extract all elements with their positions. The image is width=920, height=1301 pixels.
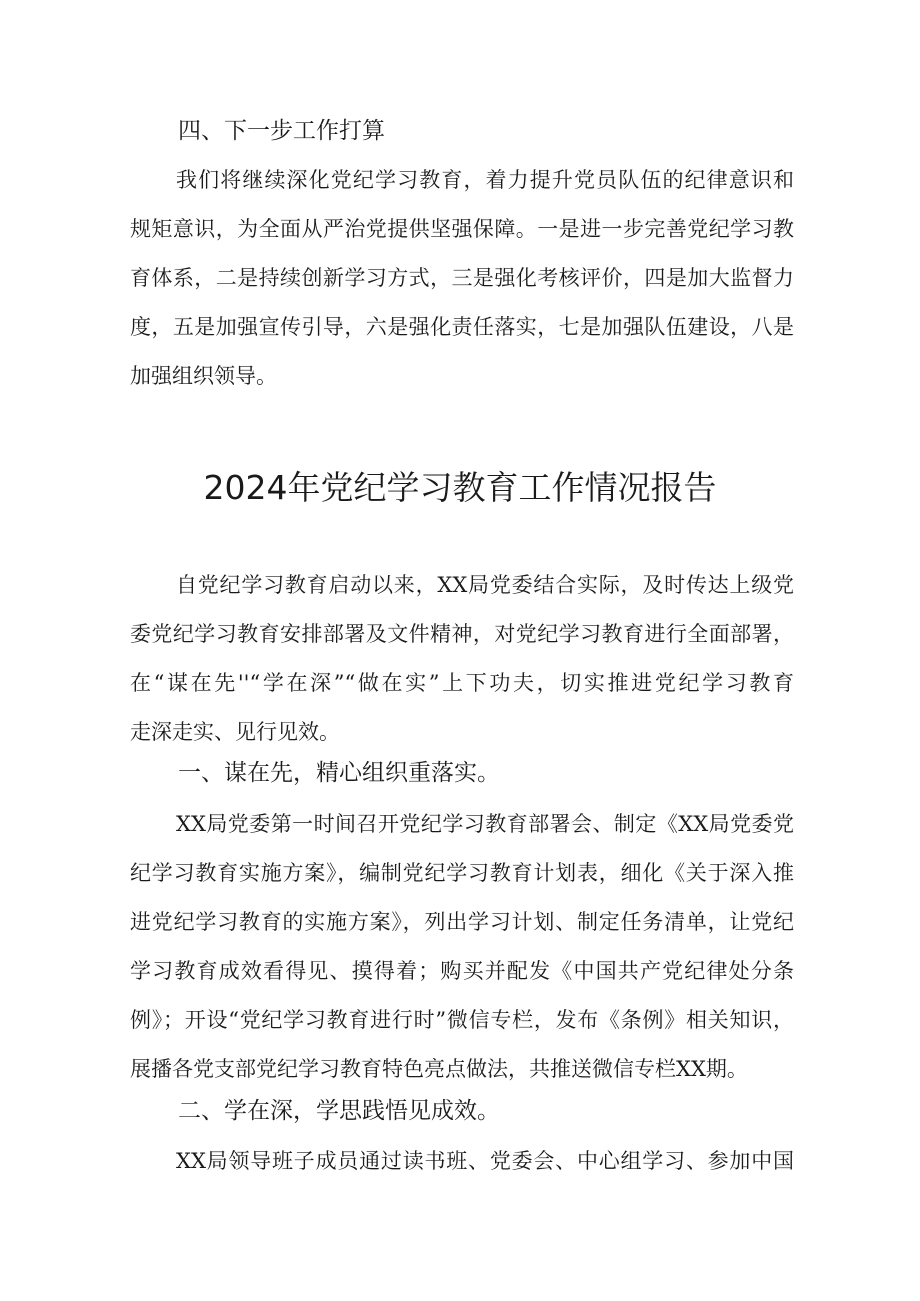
text-line: 委党纪学习教育安排部署及文件精神，对党纪学习教育进行全面部署， [130,622,794,646]
text-line: 走深走实、见行见效。 [130,720,340,744]
text-line: 我们将继续深化党纪学习教育，着力提升党员队伍的纪律意识和 [176,168,794,192]
text-line: 度，五是加强宣传引导，六是强化责任落实，七是加强队伍建设，八是 [130,315,794,339]
paragraph-intro [130,561,794,757]
paragraph-study-deep [130,1137,794,1186]
text-line: 进党纪学习教育的实施方案》，列出学习计划、制定任务清单，让党纪 [130,910,794,934]
text-line: XX局领导班子成员通过读书班、党委会、中心组学习、参加中国 [176,1149,794,1173]
paragraph-plan-first [130,800,794,1094]
text-line: 学习教育成效看得见、摸得着；购买并配发《中国共产党纪律处分条 [130,959,794,983]
text-line: 自党纪学习教育启动以来，XX局党委结合实际，及时传达上级党 [176,573,794,597]
text-line: 展播各党支部党纪学习教育特色亮点做法，共推送微信专栏XX期。 [130,1057,748,1081]
section-heading-study-deep: 二、学在深，学思践悟见成效。 [178,1098,500,1124]
text-line: 在“谋在先''“学在深”“做在实”上下功夫，切实推进党纪学习教育 [130,671,794,695]
text-line: 育体系，二是持续创新学习方式，三是强化考核评价，四是加大监督力 [130,266,794,290]
text-line: XX局党委第一时间召开党纪学习教育部署会、制定《XX局党委党 [176,812,794,836]
text-line: 例》；开设“党纪学习教育进行时”微信专栏，发布《条例》相关知识， [130,1008,794,1032]
text-line: 纪学习教育实施方案》，编制党纪学习教育计划表，细化《关于深入推 [130,861,794,885]
paragraph-next-steps [130,156,794,401]
report-title: 2024年党纪学习教育工作情况报告 [203,468,717,507]
section-heading-next-steps: 四、下一步工作打算 [178,118,385,144]
section-heading-plan-first: 一、谋在先，精心组织重落实。 [178,760,500,786]
text-line: 规矩意识，为全面从严治党提供坚强保障。一是进一步完善党纪学习教 [130,217,794,241]
text-line: 加强组织领导。 [130,364,277,388]
